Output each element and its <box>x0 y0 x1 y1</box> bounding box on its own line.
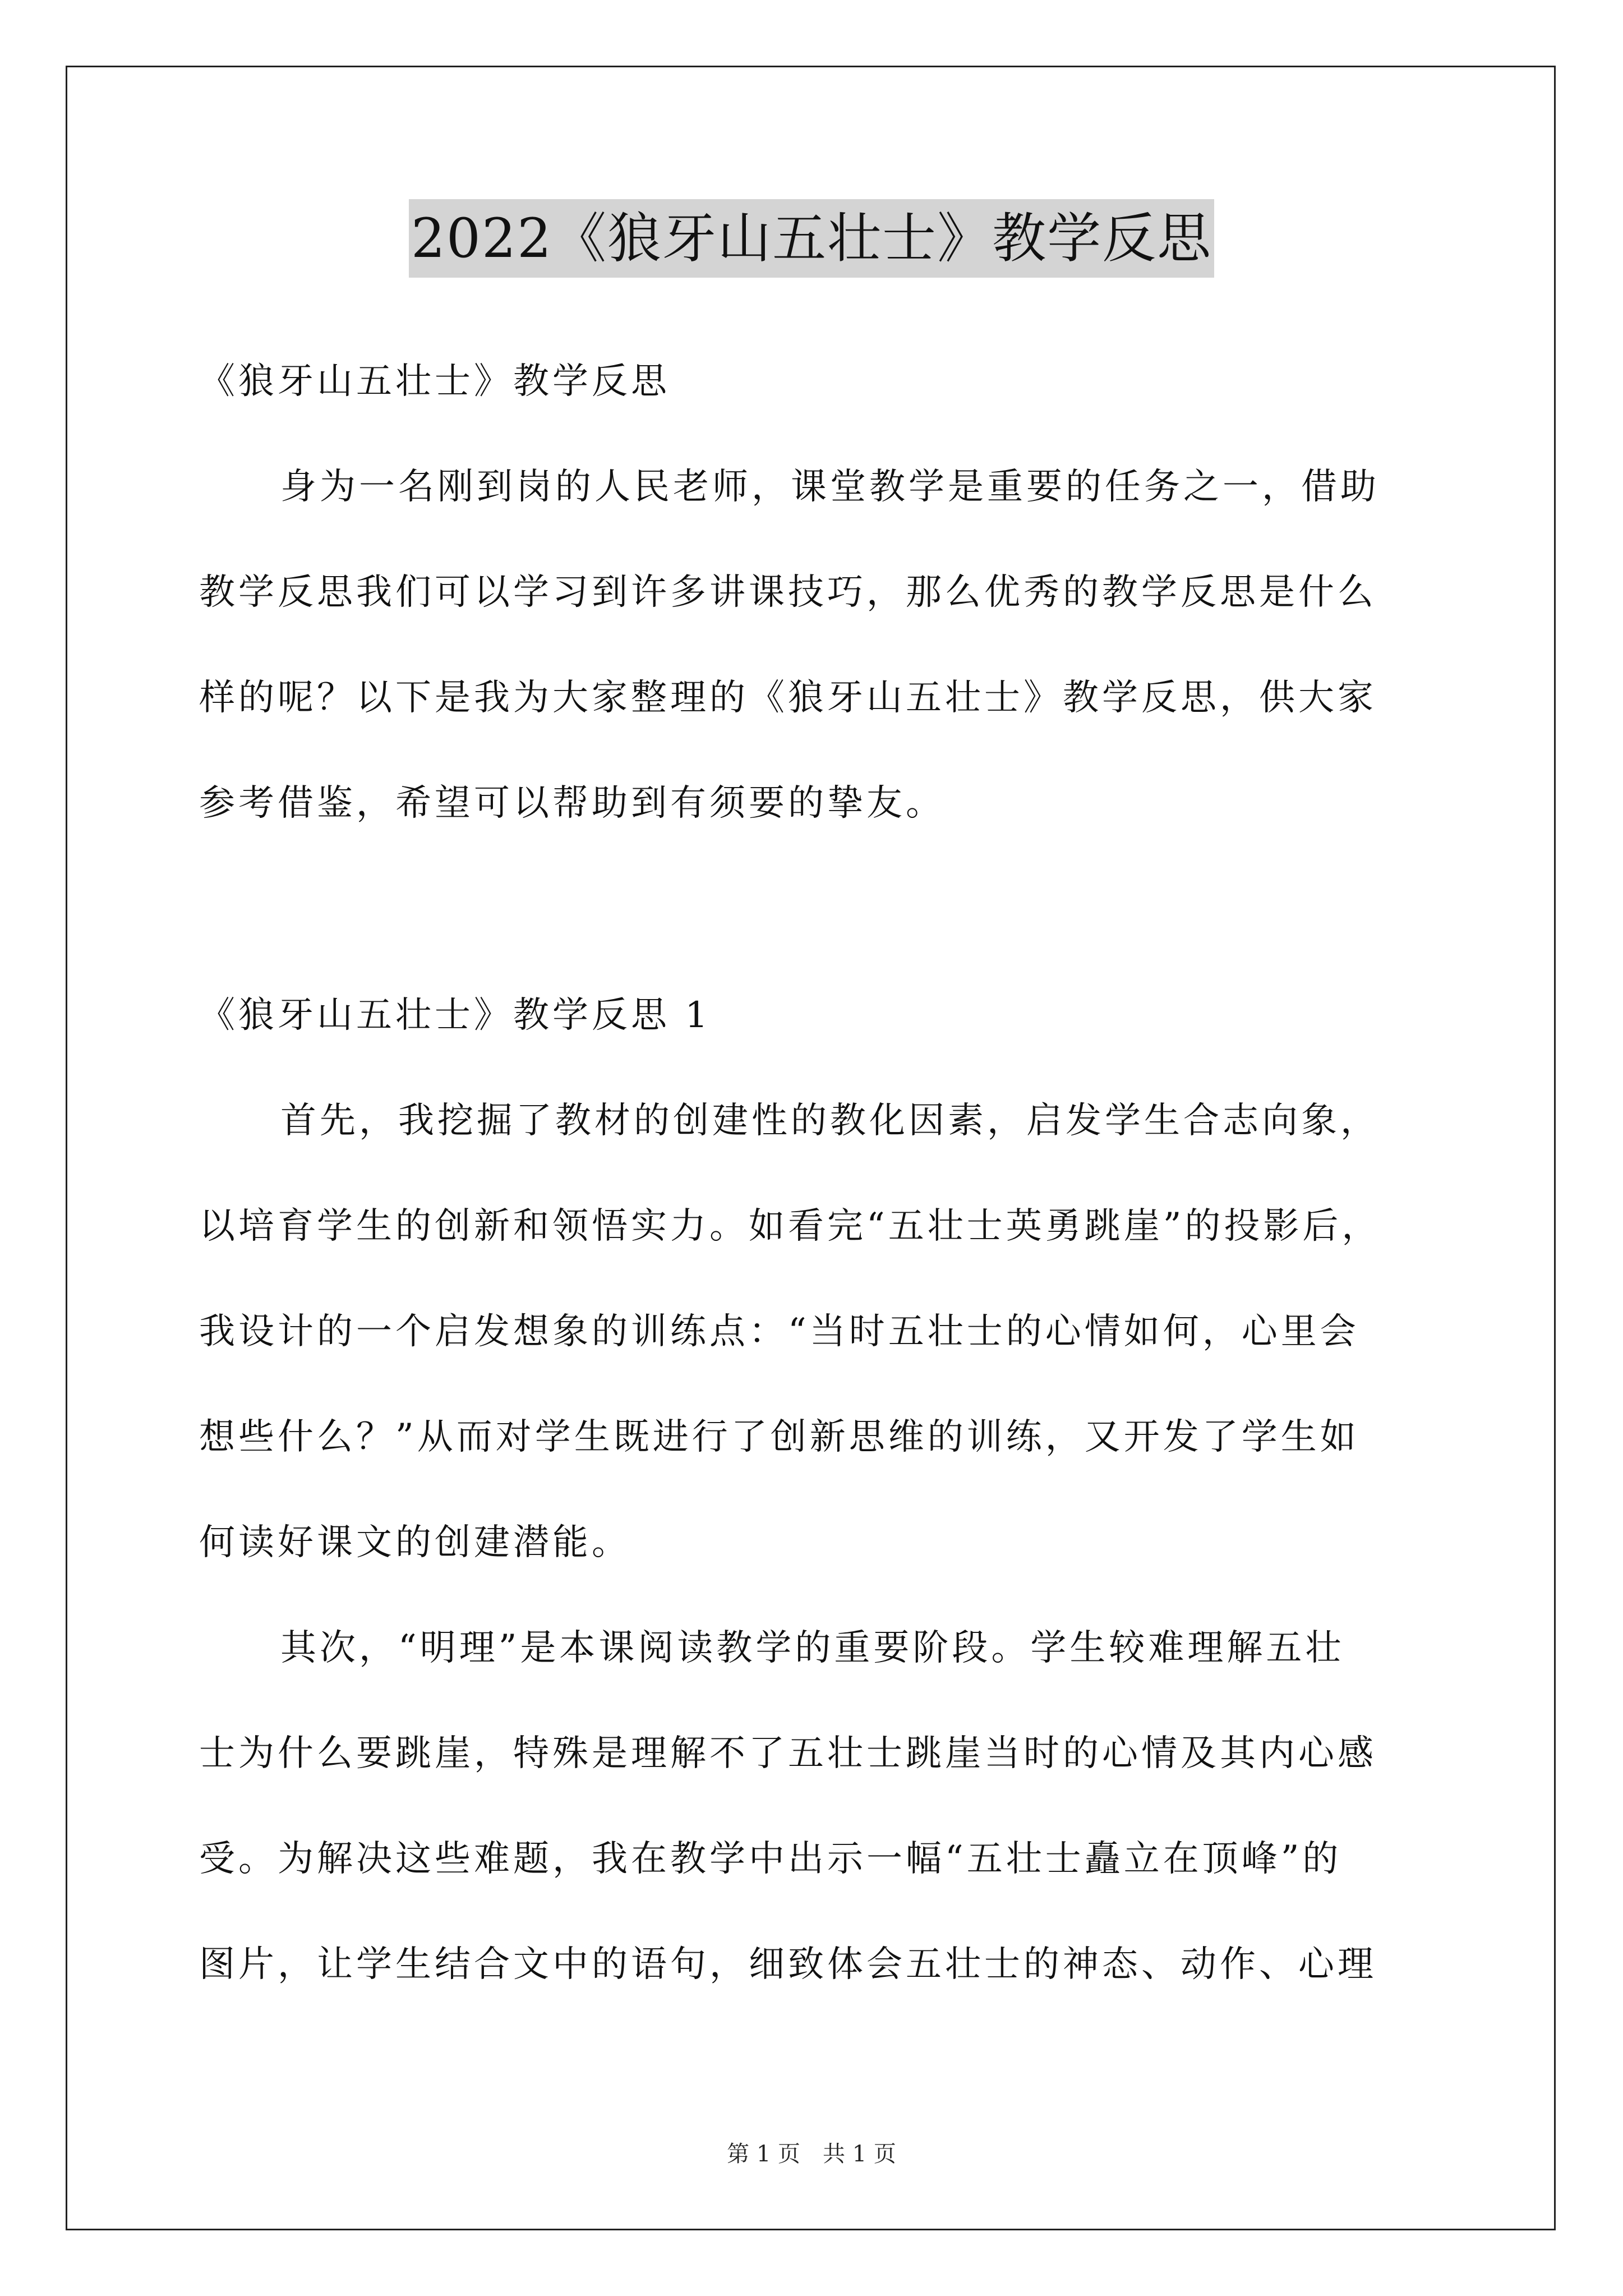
page-footer: 第 1 页 共 1 页 <box>727 2141 896 2167</box>
paragraph1-line-5: 何读好课文的创建潜能。 <box>199 1522 631 1563</box>
intro-line-4: 参考借鉴，希望可以帮助到有须要的挚友。 <box>199 783 945 824</box>
subtitle: 《狼牙山五壮士》教学反思 <box>199 361 670 402</box>
paragraph1-line-2: 以培育学生的创新和领悟实力。如看完“五壮士英勇跳崖”的投影后， <box>199 1205 1381 1247</box>
intro-line-2: 教学反思我们可以学习到许多讲课技巧，那么优秀的教学反思是什么 <box>199 572 1377 613</box>
paragraph2-line-4: 图片，让学生结合文中的语句，细致体会五壮士的神态、动作、心理 <box>199 1944 1377 1985</box>
intro-line-1: 身为一名刚到岗的人民老师，课堂教学是重要的任务之一，借助 <box>280 466 1380 508</box>
paragraph2-line-1: 其次，“明理”是本课阅读教学的重要阶段。学生较难理解五壮 <box>280 1627 1345 1669</box>
section-heading: 《狼牙山五壮士》教学反思 1 <box>199 995 712 1036</box>
paragraph1-line-4: 想些什么？”从而对学生既进行了创新思维的训练，又开发了学生如 <box>199 1416 1359 1458</box>
intro-line-3: 样的呢？以下是我为大家整理的《狼牙山五壮士》教学反思，供大家 <box>199 677 1377 719</box>
paragraph2-line-2: 士为什么要跳崖，特殊是理解不了五壮士跳崖当时的心情及其内心感 <box>199 1733 1377 1774</box>
title-container <box>0 199 1623 278</box>
paragraph2-line-3: 受。为解决这些难题，我在教学中出示一幅“五壮士矗立在顶峰”的 <box>199 1838 1342 1880</box>
paragraph1-line-3: 我设计的一个启发想象的训练点：“当时五壮士的心情如何，心里会 <box>199 1311 1359 1352</box>
document-title: 2022《狼牙山五壮士》教学反思 <box>409 199 1214 278</box>
paragraph1-line-1: 首先，我挖掘了教材的创建性的教化因素，启发学生合志向象， <box>280 1100 1380 1142</box>
